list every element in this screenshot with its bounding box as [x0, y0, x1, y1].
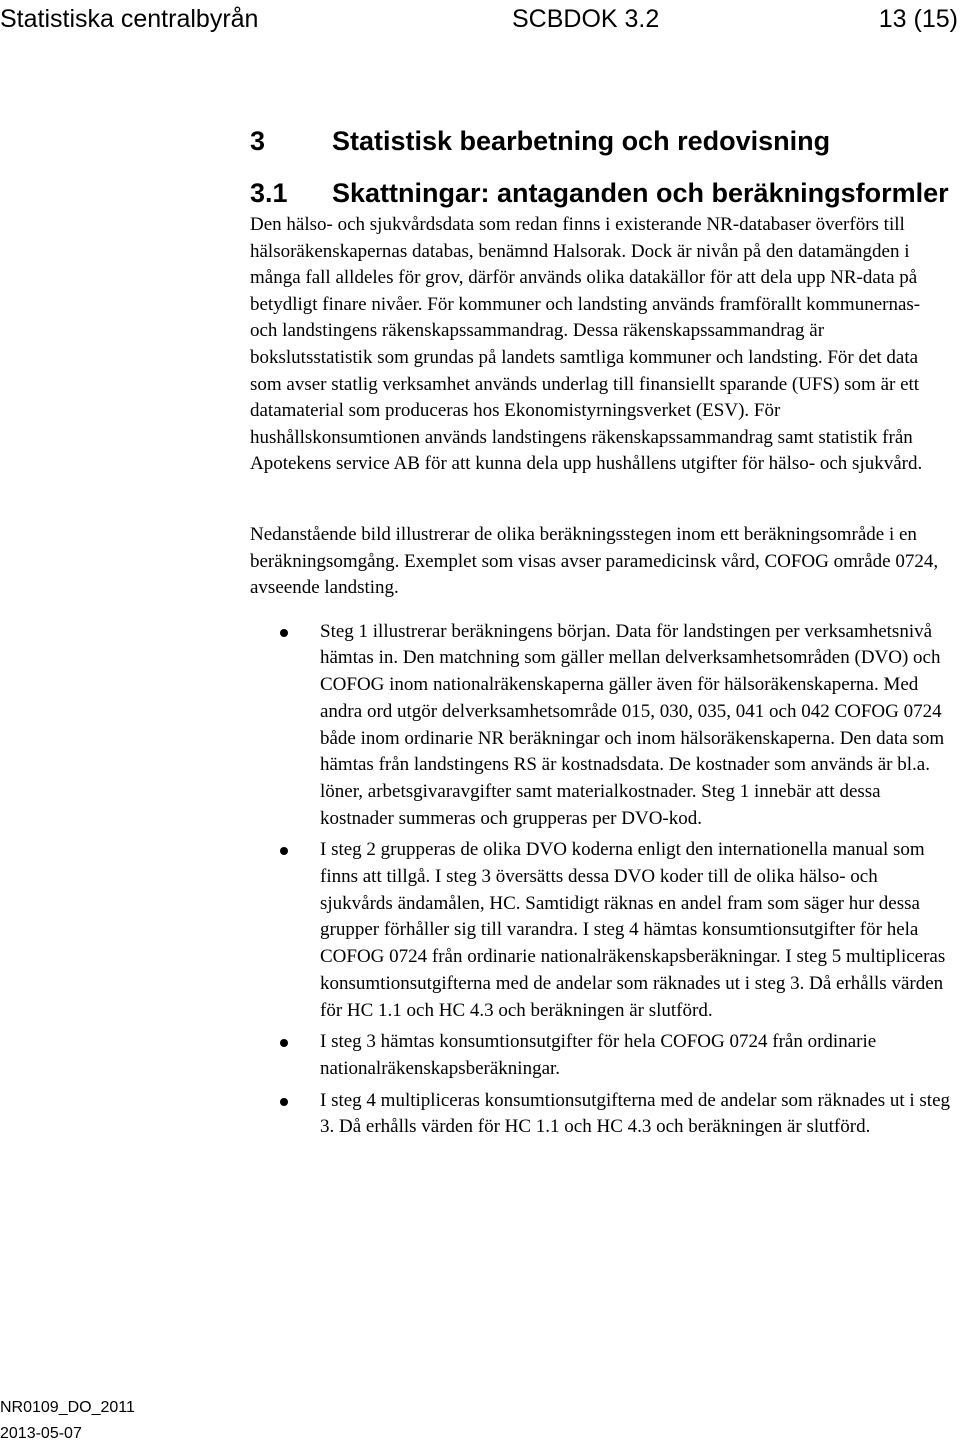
- subsection-number: 3.1: [250, 178, 288, 208]
- organization-name: Statistiska centralbyrån: [0, 5, 259, 33]
- subsection-heading: [250, 178, 950, 209]
- page-header: [0, 2, 960, 42]
- calculation-steps-list: [250, 619, 950, 1141]
- section-title: Statistisk bearbetning och redovisning: [332, 126, 831, 156]
- list-item-text: Steg 1 illustrerar beräkningens början. Data för landstingen per verksamhetsnivå hämtas in. Den matchning som gäller mellan delverksamhetsområden (DVO) och COFOG inom nationalräkenskaperna gäller även för hälsoräkenskaperna. Med andra ord utgör delverksamhetsområde 015, 030, 035, 041 och 042 COFOG 0724 både inom ordinarie NR beräkningar och inom hälsoräkenskaperna. Den data som hämtas från landstingens RS är kostnadsdata. De kostnader som används är bl.a. löner, arbetsgivaravgifter samt materialkostnader. Steg 1 innebär att dessa kostnader summeras och grupperas per DVO-kod.: [320, 620, 945, 829]
- list-item-text: I steg 4 multipliceras konsumtionsutgifterna med de andelar som räknades ut i steg 3. Då erhålls värden för HC 1.1 och HC 4.3 och beräkningen är slutförd.: [320, 1089, 951, 1138]
- illustration-paragraph: Nedanstående bild illustrerar de olika beräkningsstegen inom ett beräkningsområde i en beräkningsomgång. Exemplet som visas avser paramedicinsk vård, COFOG område 0724, avseende landsting.: [250, 523, 939, 599]
- section-number: 3: [250, 126, 266, 156]
- list-item: [250, 1029, 950, 1082]
- list-item-text: I steg 3 hämtas konsumtionsutgifter för hela COFOG 0724 från ordinarie nationalräkenskapsberäkningar.: [320, 1031, 877, 1079]
- bullet-icon: [280, 1039, 288, 1047]
- document-body: [250, 124, 950, 1146]
- list-item: [250, 1088, 950, 1141]
- bullet-icon: [280, 629, 288, 637]
- footer-code: NR0109_DO_2011: [0, 1399, 135, 1416]
- document-id: SCBDOK 3.2: [512, 5, 660, 33]
- footer-date: 2013-05-07: [0, 1425, 82, 1442]
- list-item: [250, 837, 950, 1024]
- section-heading: [250, 124, 950, 158]
- list-item-text: I steg 2 grupperas de olika DVO koderna enligt den internationella manual som finns att tillgå. I steg 3 översätts dessa DVO koder till de olika hälso- och sjukvårds ändamålen, HC. Samtidigt räknas en andel fram som säger hur dessa grupper förhåller sig till varandra. I steg 4 hämtas konsumtionsutgifter för hela COFOG 0724 från ordinarie nationalräkenskapsberäkningar. I steg 5 multipliceras konsumtionsutgifterna med de andelar som räknades ut i steg 3. Då erhålls värden för HC 1.1 och HC 4.3 och beräkningen är slutförd.: [320, 839, 946, 1021]
- list-item: [250, 619, 950, 833]
- page-number: 13 (15): [878, 5, 958, 33]
- intro-paragraph: Den hälso- och sjukvårdsdata som redan finns i existerande NR-databaser överförs till hälsoräkenskapernas databas, benämnd Halsorak. Dock är nivån på den datamängden i många fall alldeles för grov, därför används olika datakällor för att dela upp NR-data på betydligt finare nivåer. För kommuner och landsting används framförallt kommunernas- och landstingens räkenskapssammandrag. Dessa räkenskapssammandrag är bokslutsstatistik som grundas på landets samtliga kommuner och landsting. För det data som avser statlig verksamhet används underlag till finansiellt sparande (UFS) som är ett datamaterial som produceras hos Ekonomistyrningsverket (ESV). För hushållskonsumtionen används landstingens räkenskapssammandrag samt statistik från Apotekens service AB för att kunna dela upp hushållens utgifter för hälso- och sjukvård.: [250, 214, 923, 475]
- bullet-icon: [280, 847, 288, 855]
- subsection-title: Skattningar: antaganden och beräkningsformler: [332, 178, 949, 208]
- page-footer: [0, 1395, 135, 1447]
- bullet-icon: [280, 1098, 288, 1106]
